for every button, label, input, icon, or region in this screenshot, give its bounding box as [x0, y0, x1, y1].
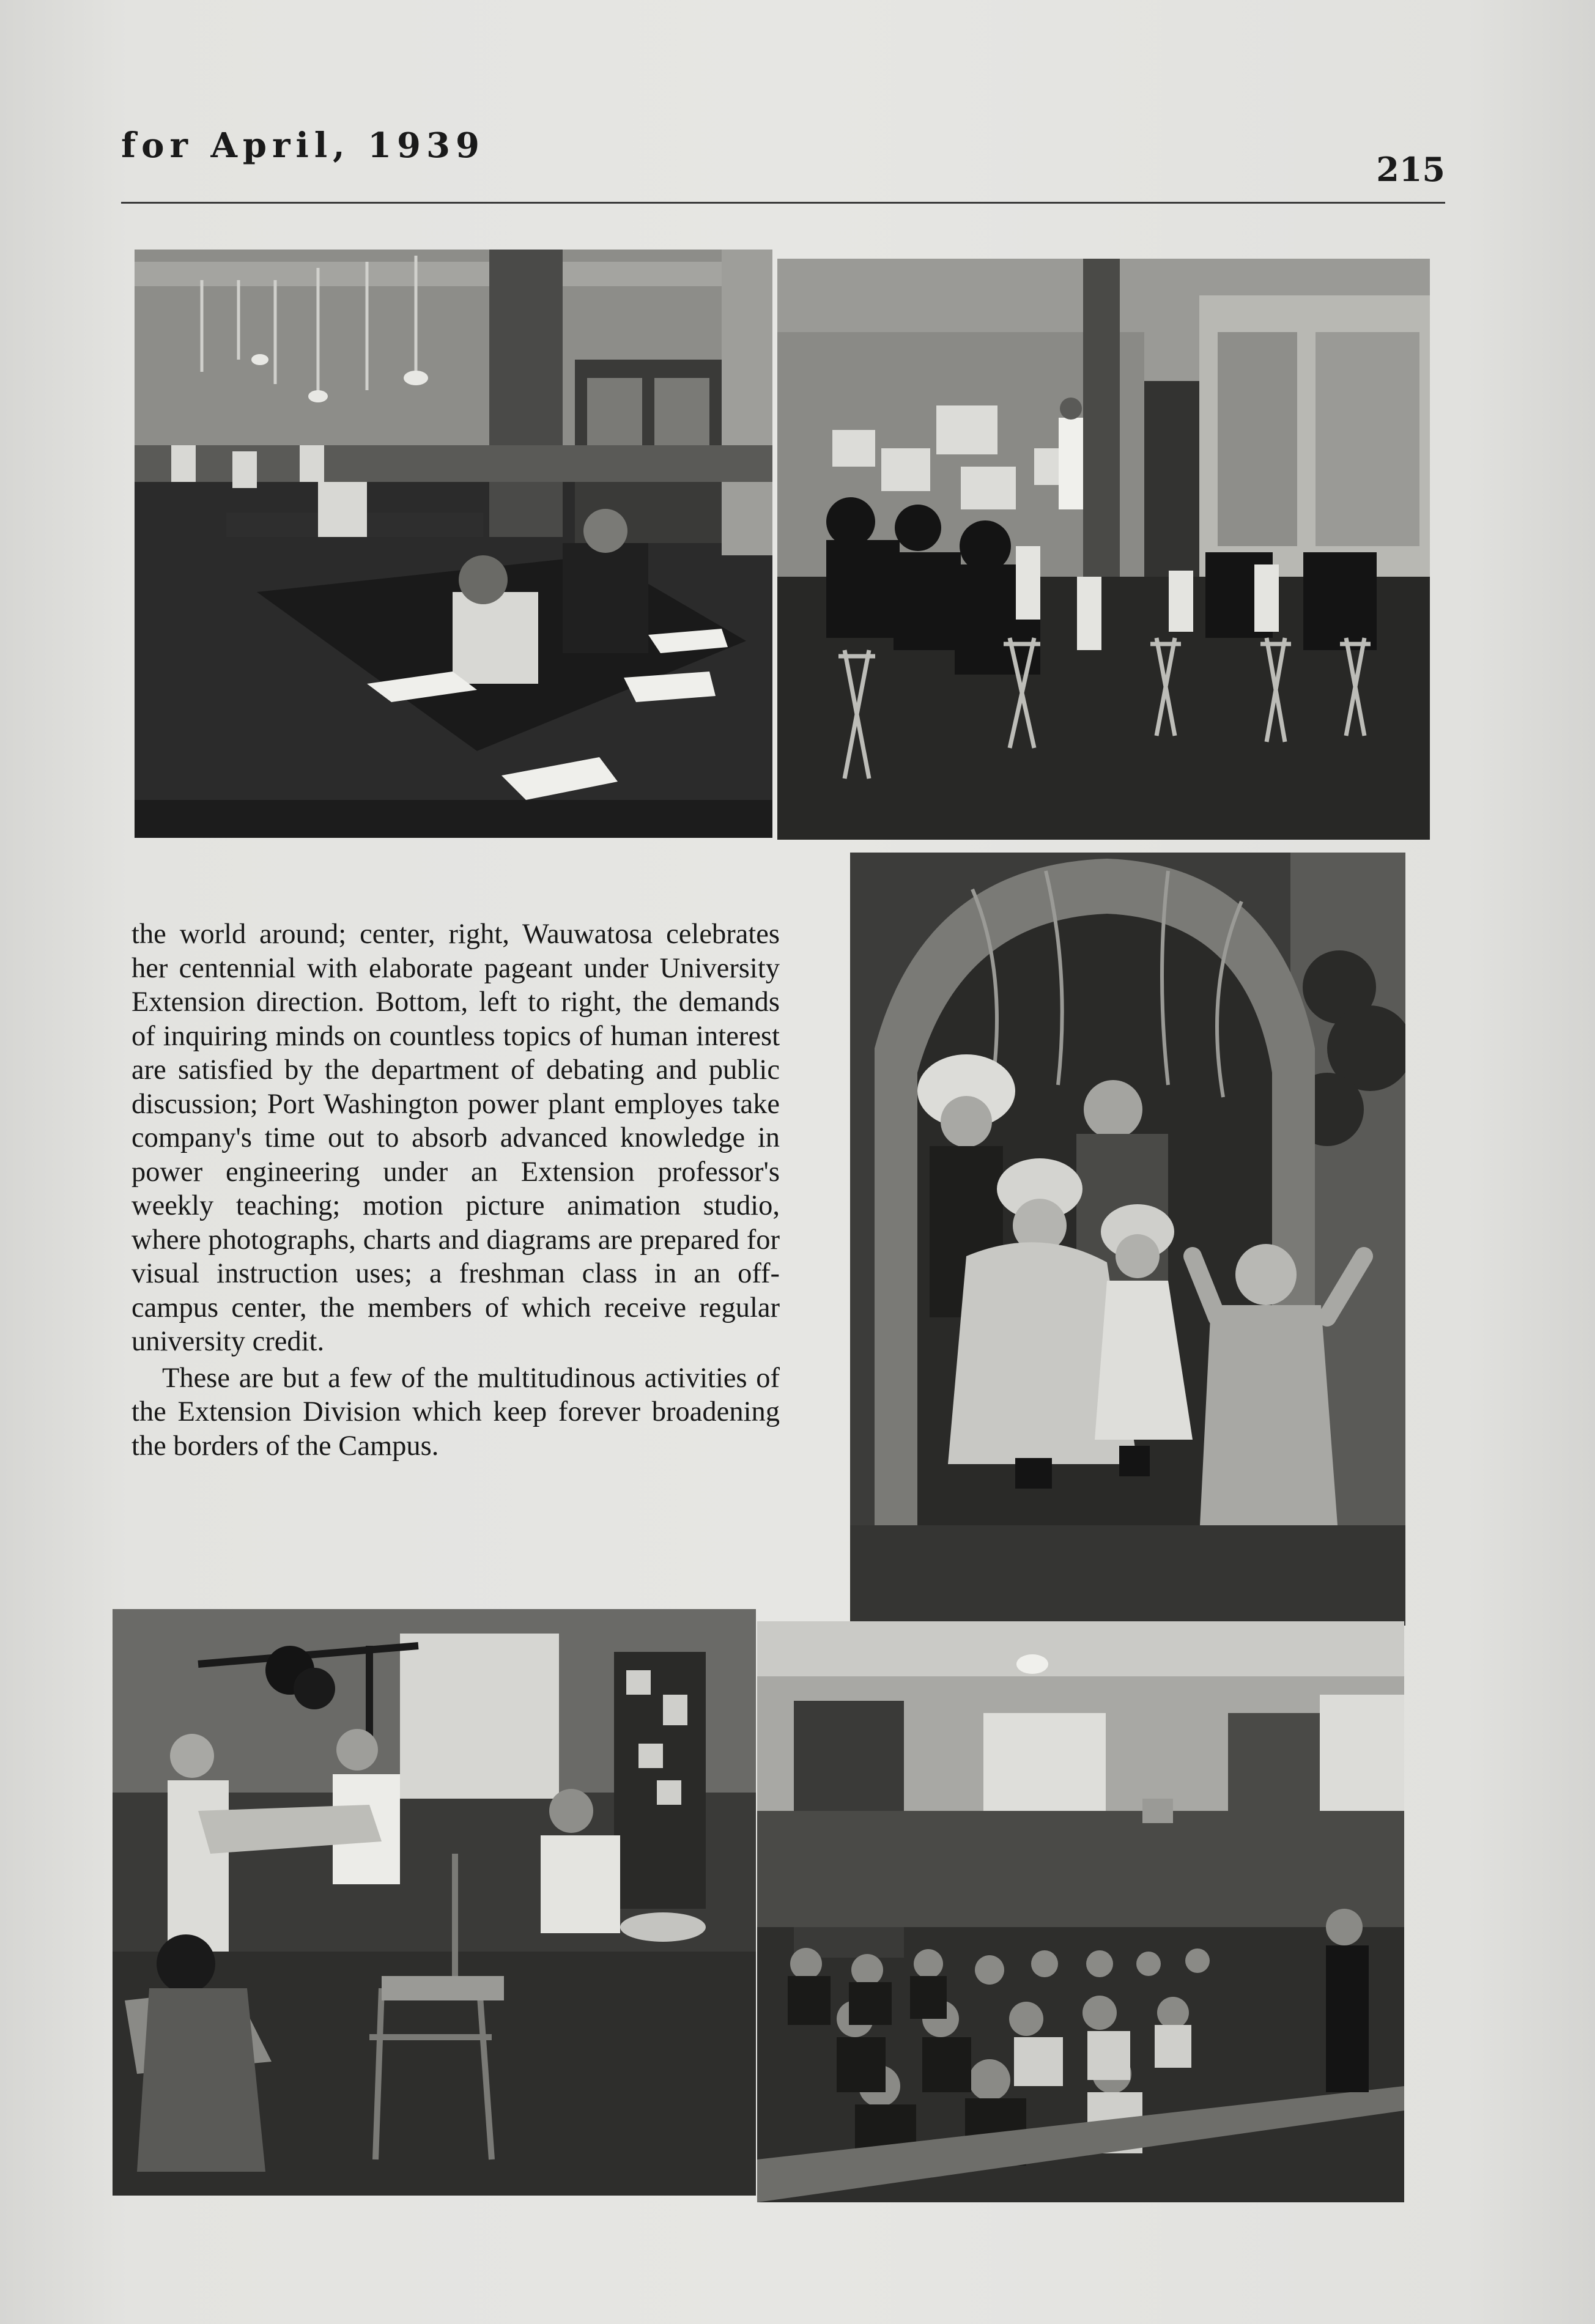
photo-art-class: [777, 259, 1430, 840]
photo-pageant-wagon: [850, 853, 1405, 1626]
caption-paragraph-1: the world around; center, right, Wauwatosa celebrates her centennial with elaborate pageant under University Extension direction. Bottom, left to right, the demands of inquiring minds on countless topics of human interest are satisfied by the department of debating and public discussion; Port Washington power plant employes take company's time out to absorb advanced knowledge in power engineering under an Extension professor's weekly teaching; motion picture animation studio, where photographs, charts and diagrams are prepared for visual instruction uses; a freshman class in an off-campus center, the members of which receive regular university credit.: [131, 919, 780, 1357]
header-rule: [121, 202, 1445, 204]
photo-animation-studio: [113, 1609, 756, 2196]
page-number: 215: [1376, 150, 1445, 189]
running-head: for April, 1939: [121, 125, 485, 166]
photo-freshman-class: [757, 1621, 1404, 2202]
photo-reading-room: [135, 250, 772, 838]
photo-caption: [131, 917, 780, 1463]
caption-paragraph-2: These are but a few of the multitudinous activities of the Extension Division which keep forever broadening the borders of the Campus.: [131, 1362, 780, 1462]
